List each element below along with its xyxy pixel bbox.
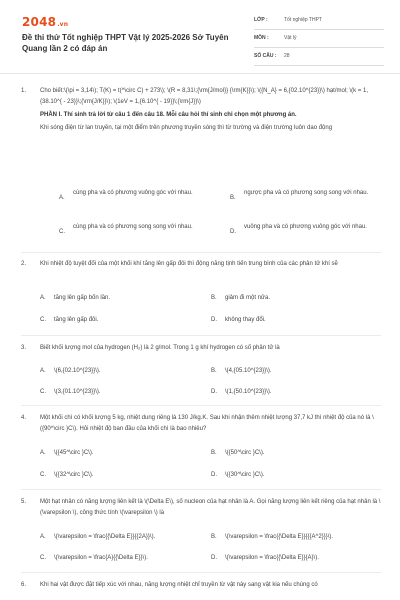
option-letter: A.: [59, 195, 65, 201]
option-b[interactable]: [211, 448, 381, 458]
question-divider: [21, 252, 381, 253]
option-b[interactable]: [211, 532, 381, 542]
option-text: \(\varepsilon = \frac{A}{{\Delta E}}\).: [54, 555, 148, 561]
question-text: Một khối chì có khối lượng 5 kg, nhiệt dung riêng là 130 J/kg.K. Sau khi nhận thêm nhiệt lượng 37,7 kJ thì nhiệt độ của nó là \({90^\circ }C\). Hỏi nhiệt độ ban đầu của khối chì là bao nhiêu?: [40, 415, 374, 432]
meta-key: MÔN :: [254, 35, 269, 41]
option-letter: B.: [211, 368, 217, 374]
option-text: không thay đổi.: [225, 317, 266, 323]
option-text: cùng pha và có phương song song với nhau.: [73, 224, 193, 230]
option-letter: B.: [211, 534, 217, 540]
option-b[interactable]: [211, 293, 381, 303]
option-letter: D.: [211, 389, 217, 395]
question-text: Khi hai vật được đặt tiếp xúc với nhau, năng lượng nhiệt chỉ truyền từ vật này sang vật kia nếu chúng có: [40, 582, 318, 588]
option-text: \(6,{02.10^{23}}\).: [54, 368, 101, 374]
option-letter: C.: [59, 229, 65, 235]
option-letter: C.: [40, 555, 46, 561]
question-stem: Khi sóng điện từ lan truyền, tại một điểm trên phương truyền sóng thì từ trường và điện trường luôn dao động: [40, 125, 333, 131]
question-text: Cho biết:\(\pi = 3,14\); T(K) = t(^\circ C) + 273\); \(R = 8,31\;{\rm{J/mol}} {\rm{K}}\); \({N_A} = 6,{02.10^{23}}\) hạt/mol; \(k = 1,{38.10^{ - 23}}\;{\rm{J/K}}\); \(1eV = 1,{6.10^{ - 19}}\;{\rm{J}}\): [40, 88, 369, 105]
exam-header: [0, 0, 400, 64]
meta-row-class: [254, 15, 384, 30]
option-b[interactable]: [211, 366, 381, 376]
question-text: Một hạt nhân có năng lượng liên kết là \(\Delta E\), số nucleon của hạt nhân là A. Gọi năng lượng liên kết riêng của hạt nhân là \(\varepsilon \), công thức tính \(\varepsilon \) là: [40, 499, 381, 516]
option-text: cùng pha và có phương vuông góc với nhau.: [73, 190, 193, 196]
meta-value: 28: [284, 53, 290, 59]
question-5: [21, 497, 381, 519]
meta-row-count: [254, 51, 384, 66]
option-c[interactable]: [40, 387, 210, 397]
option-text: \(\varepsilon = \frac{{\Delta E}}{{{A^2}}}\).: [225, 534, 334, 540]
option-letter: C.: [40, 389, 46, 395]
option-a[interactable]: [40, 293, 210, 303]
option-letter: A.: [40, 368, 46, 374]
option-text: \({50^\circ }C\).: [225, 450, 265, 456]
logo-main: 2048: [22, 15, 57, 29]
header-divider: [0, 73, 400, 74]
option-text: \(3,{01.10^{23}}\).: [54, 389, 101, 395]
option-letter: A.: [40, 295, 46, 301]
option-letter: D.: [211, 472, 217, 478]
option-letter: B.: [211, 450, 217, 456]
option-c[interactable]: [40, 470, 210, 480]
option-text: \({45^\circ }C\).: [54, 450, 94, 456]
question-divider: [21, 489, 381, 490]
meta-value: Vật lý: [284, 35, 297, 41]
question-divider: [21, 335, 381, 336]
option-c[interactable]: [40, 315, 210, 325]
question-1: [21, 86, 381, 134]
meta-row-subject: [254, 33, 384, 48]
question-number: 6.: [21, 582, 27, 588]
option-letter: B.: [211, 295, 217, 301]
question-text: Khi nhiệt độ tuyệt đối của một khối khí tăng lên gấp đôi thì động năng tịnh tiến trung bình của các phân tử khí sẽ: [40, 261, 338, 267]
option-text: \({32^\circ }C\).: [54, 472, 94, 478]
option-letter: D.: [230, 229, 236, 235]
question-text: Biết khối lượng mol của hydrogen (H₂) là 2 g/mol. Trong 1 g khí hydrogen có số phân tử là: [40, 345, 280, 351]
option-d[interactable]: [211, 387, 381, 397]
section-title: PHẦN I. Thí sinh trả lời từ câu 1 đến câu 18. Mỗi câu hỏi thí sinh chỉ chọn một phương án.: [40, 112, 297, 118]
exam-title: Đề thi thử Tốt nghiệp THPT Vật lý 2025-2026 Sở Tuyên Quang lần 2 có đáp án: [22, 33, 229, 53]
question-number: 1.: [21, 88, 27, 94]
question-number: 5.: [21, 499, 27, 505]
question-4: [21, 413, 381, 435]
option-d[interactable]: [211, 470, 381, 480]
option-letter: C.: [40, 317, 46, 323]
exam-meta: [254, 15, 384, 69]
option-text: tăng lên gấp bốn lần.: [54, 295, 111, 301]
meta-key: SỐ CÂU :: [254, 53, 277, 59]
option-a[interactable]: [59, 188, 229, 201]
option-text: giảm đi một nửa.: [225, 295, 271, 301]
option-d[interactable]: [211, 315, 381, 325]
option-a[interactable]: [40, 366, 210, 376]
question-number: 2.: [21, 261, 27, 267]
option-text: \({30^\circ }C\).: [225, 472, 265, 478]
question-divider: [21, 572, 381, 573]
option-c[interactable]: [59, 222, 229, 235]
option-letter: D.: [211, 317, 217, 323]
question-6: [21, 580, 381, 591]
option-text: vuông pha và có phương vuông góc với nhau.: [244, 224, 367, 230]
option-letter: D.: [211, 555, 217, 561]
meta-key: LỚP :: [254, 17, 268, 23]
option-letter: A.: [40, 450, 46, 456]
option-b[interactable]: [230, 188, 400, 201]
option-a[interactable]: [40, 448, 210, 458]
question-number: 3.: [21, 345, 27, 351]
option-letter: B.: [230, 195, 236, 201]
question-divider: [21, 405, 381, 406]
option-d[interactable]: [230, 222, 400, 235]
option-text: \(\varepsilon = \frac{{\Delta E}}{{2A}}\).: [54, 534, 156, 540]
option-text: ngược pha và có phương song song với nhau.: [244, 190, 369, 196]
meta-value: Tốt nghiệp THPT: [284, 17, 322, 23]
question-3: [21, 343, 381, 354]
option-text: tăng lên gấp đôi.: [54, 317, 99, 323]
option-text: \(4,{05.10^{23}}\).: [225, 368, 272, 374]
option-text: \(\varepsilon = \frac{{\Delta E}}{A}\).: [225, 555, 319, 561]
option-letter: A.: [40, 534, 46, 540]
option-c[interactable]: [40, 553, 210, 563]
logo-suffix: .vn: [57, 21, 69, 28]
option-d[interactable]: [211, 553, 381, 563]
question-2: [21, 259, 381, 270]
site-logo[interactable]: [22, 15, 68, 29]
option-a[interactable]: [40, 532, 210, 542]
option-letter: C.: [40, 472, 46, 478]
option-text: \(1,{50.10^{23}}\).: [225, 389, 272, 395]
question-number: 4.: [21, 415, 27, 421]
